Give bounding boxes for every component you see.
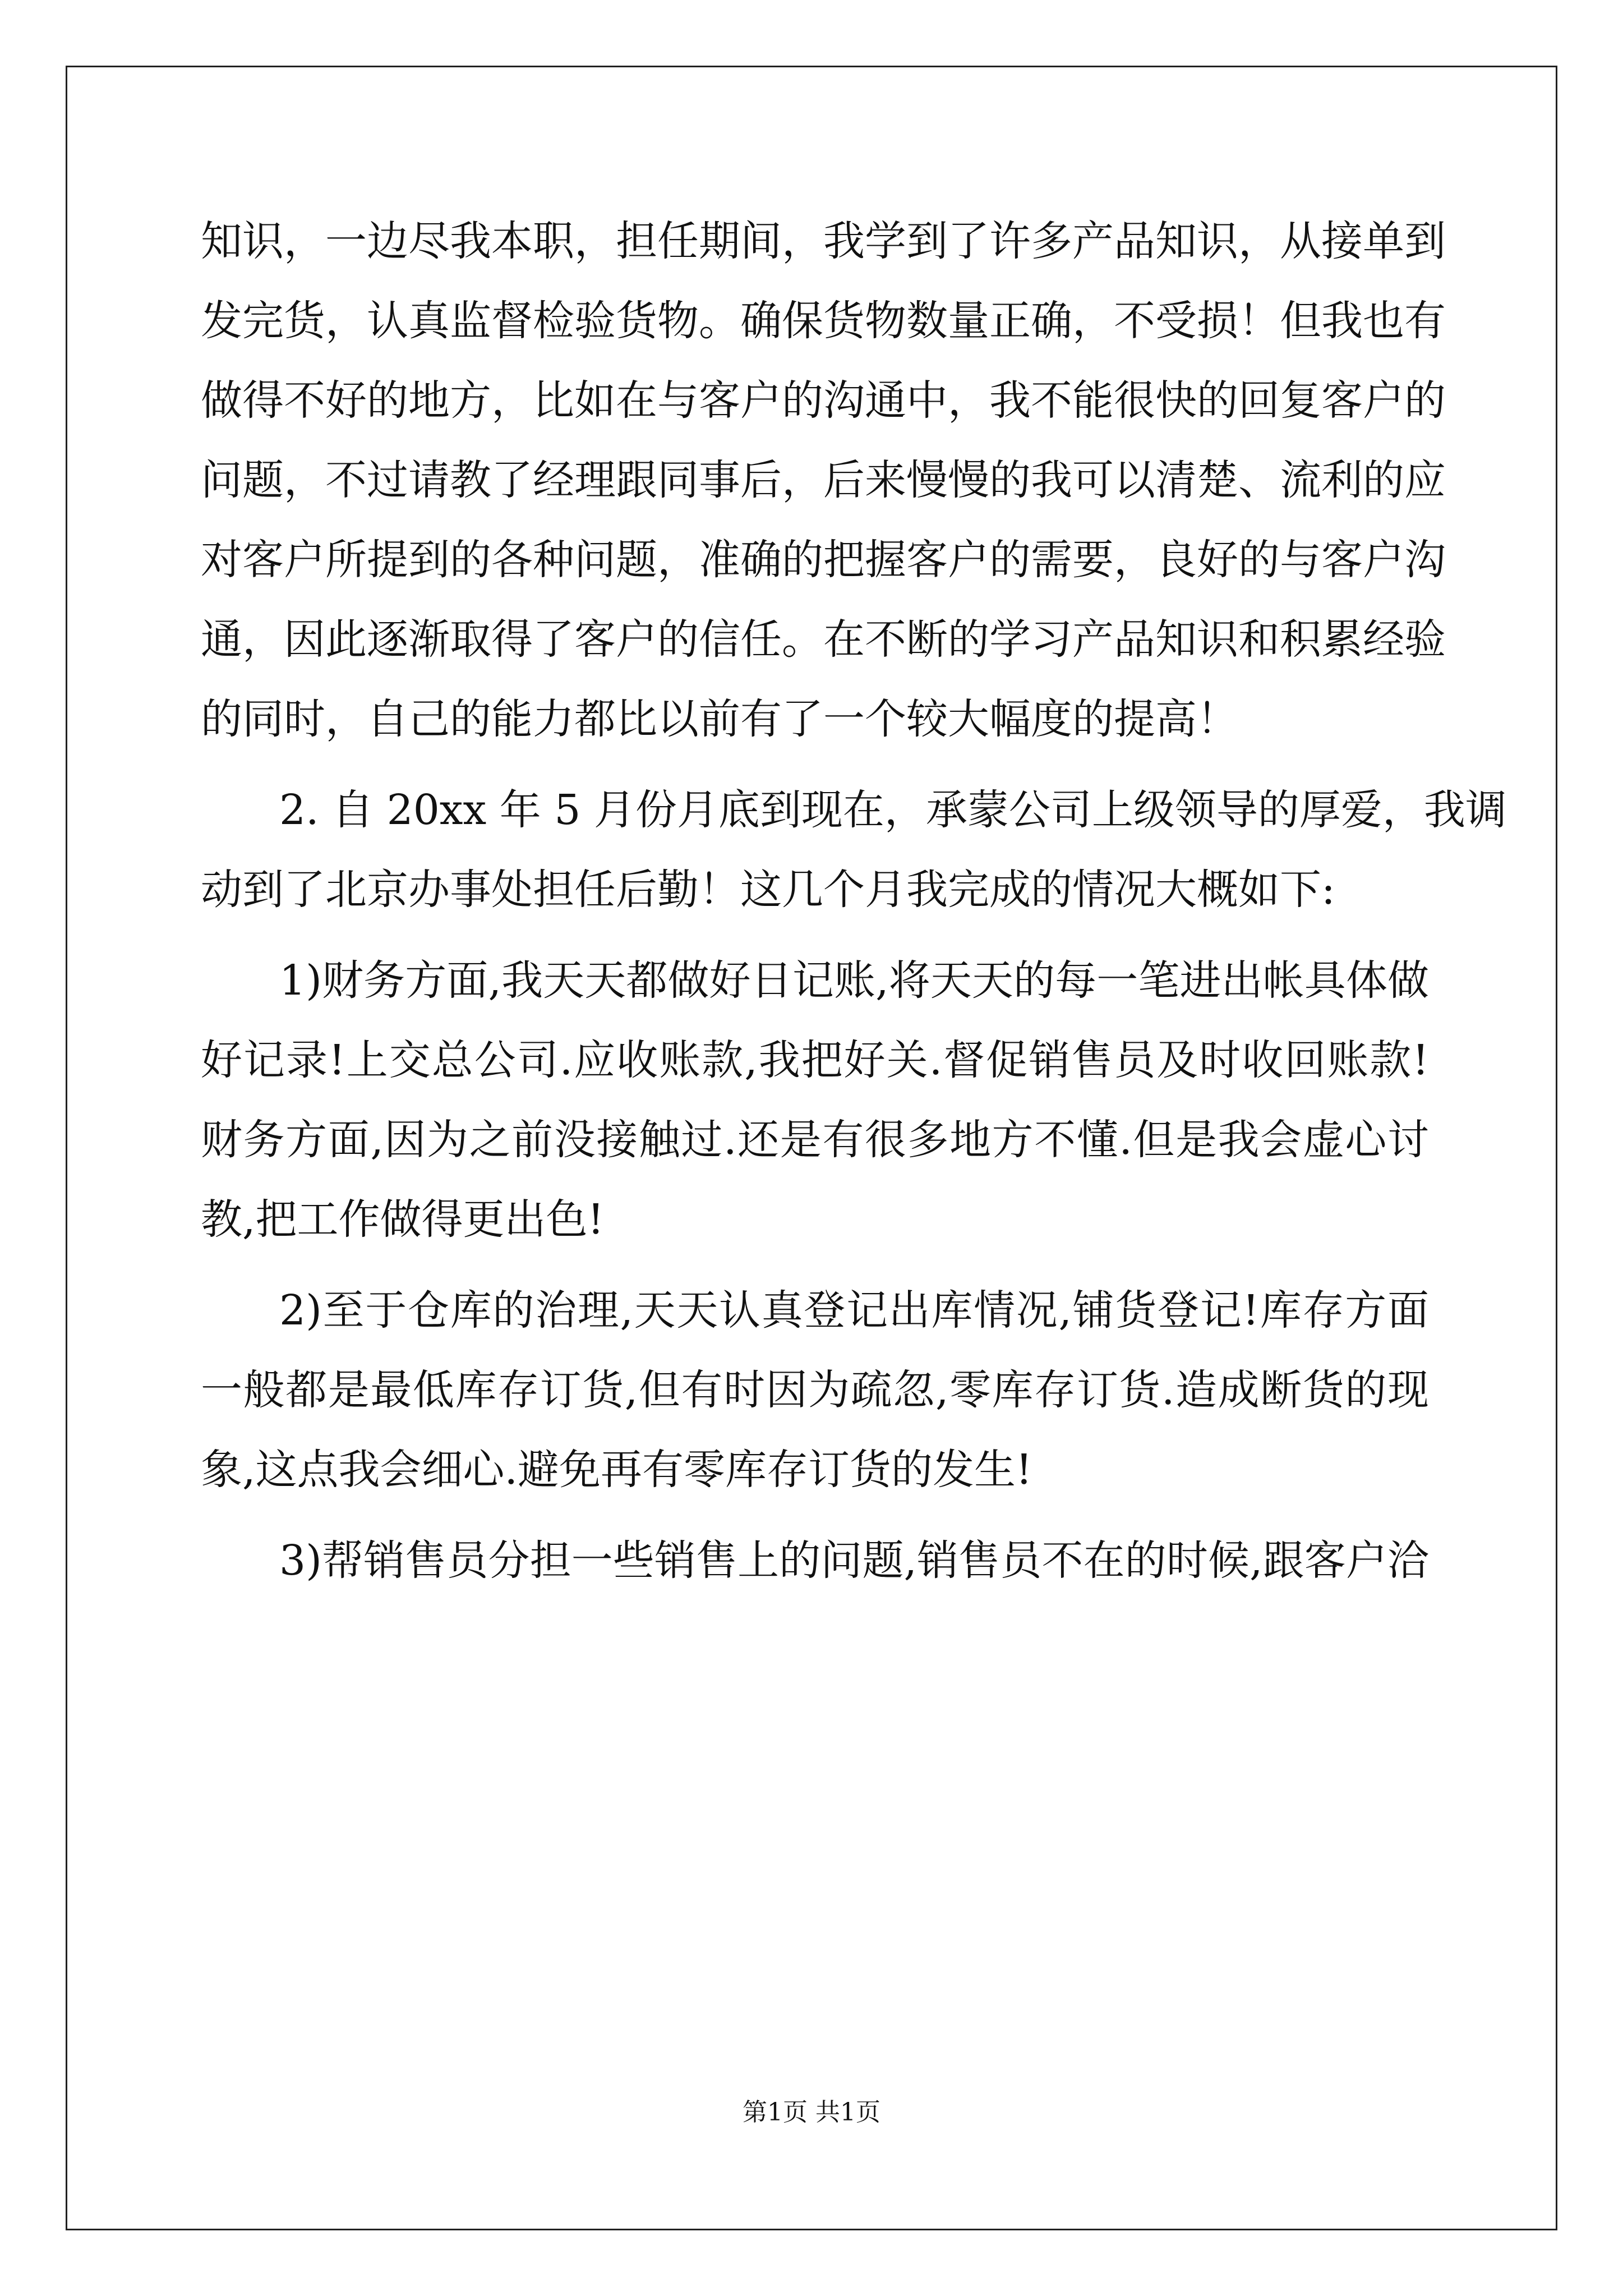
text-line: 做得不好的地方，比如在与客户的沟通中，我不能很快的回复客户的 — [201, 376, 1446, 425]
paragraph-start-line: 2. 自 20xx 年 5 月份月底到现在，承蒙公司上级领导的厚爱，我调 — [279, 786, 1507, 834]
text-line: 财务方面,因为之前没接触过.还是有很多地方不懂.但是我会虚心讨 — [201, 1116, 1429, 1164]
text-line: 通，因此逐渐取得了客户的信任。在不断的学习产品知识和积累经验 — [201, 615, 1446, 664]
text-line: 的同时，自己的能力都比以前有了一个较大幅度的提高！ — [201, 695, 1238, 743]
text-line: 一般都是最低库存订货,但有时因为疏忽,零库存订货.造成断货的现 — [201, 1366, 1429, 1414]
text-line: 问题，不过请教了经理跟同事后，后来慢慢的我可以清楚、流利的应 — [201, 456, 1446, 504]
text-line: 知识，一边尽我本职，担任期间，我学到了许多产品知识，从接单到 — [201, 217, 1446, 265]
text-line: 教,把工作做得更出色! — [201, 1195, 605, 1244]
text-line: 象,这点我会细心.避免再有零库存订货的发生! — [201, 1446, 1032, 1494]
paragraph-start-line: 1)财务方面,我天天都做好日记账,将天天的每一笔进出帐具体做 — [279, 956, 1429, 1005]
text-line: 好记录!上交总公司.应收账款,我把好关.督促销售员及时收回账款! — [201, 1036, 1429, 1084]
paragraph-start-line: 3)帮销售员分担一些销售上的问题,销售员不在的时候,跟客户洽 — [279, 1536, 1429, 1585]
text-line: 对客户所提到的各种问题，准确的把握客户的需要，良好的与客户沟 — [201, 536, 1446, 584]
text-line: 发完货，认真监督检验货物。确保货物数量正确，不受损！但我也有 — [201, 297, 1446, 345]
page-number-footer: 第1页 共1页 — [743, 2098, 880, 2127]
paragraph-start-line: 2)至于仓库的治理,天天认真登记出库情况,铺货登记!库存方面 — [279, 1286, 1429, 1335]
text-line: 动到了北京办事处担任后勤！这几个月我完成的情况大概如下: — [201, 866, 1335, 914]
